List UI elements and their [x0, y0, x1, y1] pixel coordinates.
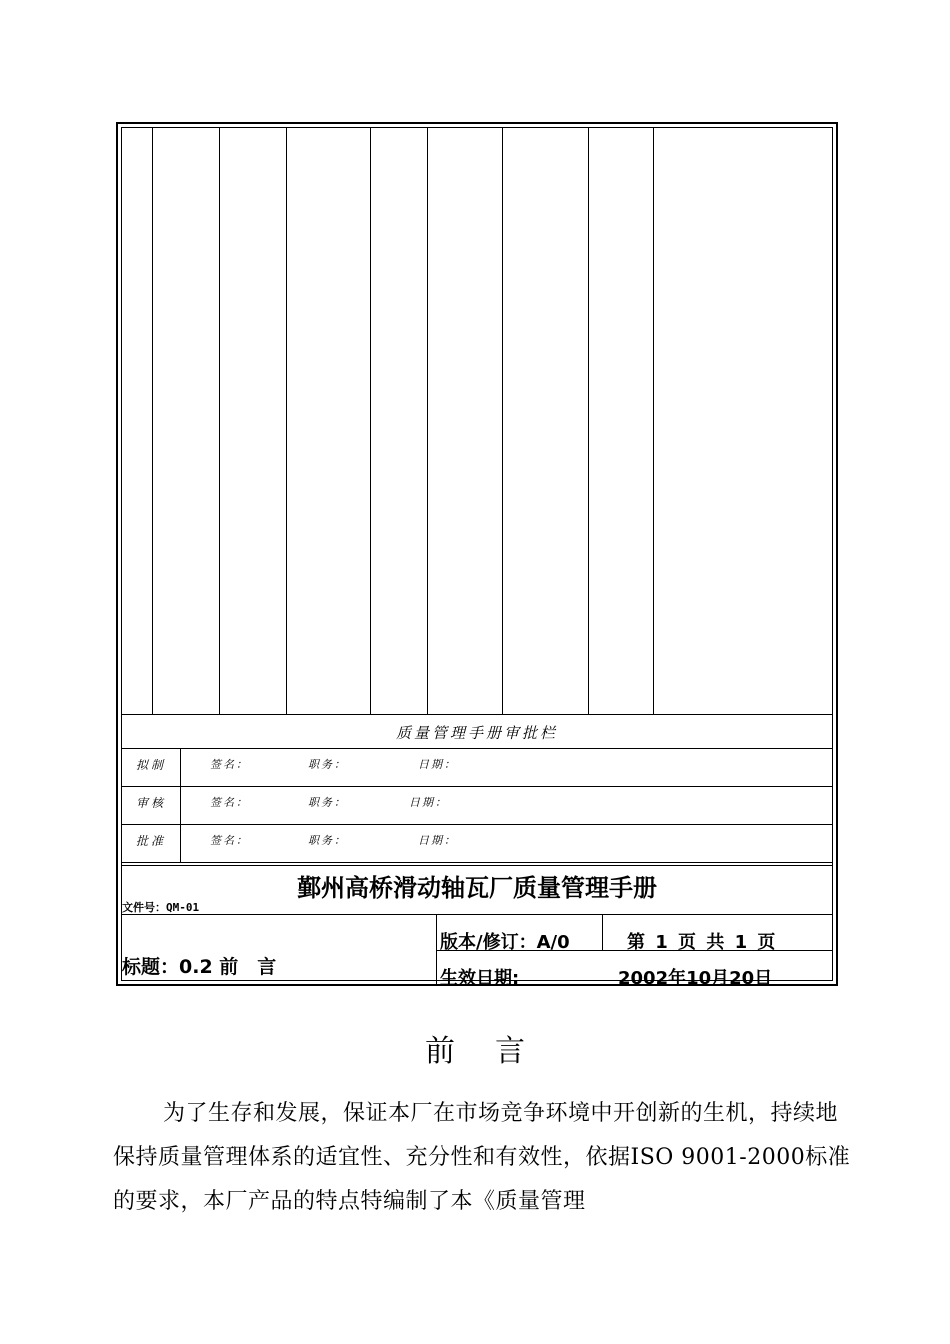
row-divider — [122, 914, 832, 915]
sign-label: 签名： — [210, 796, 249, 809]
column-divider — [219, 128, 220, 714]
position-label: 职务： — [308, 796, 347, 809]
column-divider — [286, 128, 287, 714]
column-divider — [588, 128, 589, 714]
column-divider — [602, 914, 603, 950]
approval-row-label: 审核 — [135, 796, 166, 810]
sign-label: 签名： — [210, 834, 249, 847]
date-label: 日期： — [418, 834, 457, 847]
row-separator — [180, 748, 181, 786]
company-title: 鄞州高桥滑动轴瓦厂质量管理手册 — [297, 874, 657, 902]
approval-row-label: 批准 — [135, 834, 166, 848]
page-info: 第 1 页 共 1 页 — [627, 932, 778, 953]
row-divider — [122, 824, 832, 825]
date-label: 日期： — [409, 796, 448, 809]
body-paragraph: 为了生存和发展，保证本厂在市场竞争环境中开创新的生机，持续地保持质量管理体系的适宜性、充分性和有效性，依据ISO 9001-2000标准的要求，本厂产品的特点特编制了本《质量管理 — [113, 1101, 851, 1214]
column-divider — [152, 128, 153, 714]
approval-title: 质量管理手册审批栏 — [395, 724, 558, 742]
approval-row-label: 拟制 — [135, 758, 166, 772]
row-separator — [180, 824, 181, 862]
row-divider — [122, 786, 832, 787]
sign-label: 签名： — [210, 758, 249, 771]
column-divider — [427, 128, 428, 714]
row-divider — [122, 714, 832, 715]
column-divider — [502, 128, 503, 714]
double-rule — [122, 862, 832, 863]
effective-date: 2002年10月20日 — [618, 968, 773, 989]
row-separator — [180, 786, 181, 824]
position-label: 职务： — [308, 834, 347, 847]
row-divider — [122, 748, 832, 749]
document-subject: 标题：0.2 前 言 — [122, 956, 277, 978]
effective-date-label: 生效日期: — [440, 968, 520, 989]
document-header-table — [116, 122, 838, 989]
section-heading: 前言 — [425, 1034, 565, 1069]
column-divider — [370, 128, 371, 714]
double-rule — [122, 865, 832, 866]
inner-frame — [121, 127, 833, 989]
position-label: 职务： — [308, 758, 347, 771]
version-label: 版本/修订：A/0 — [440, 932, 570, 953]
document-number: 文件号：QM-01 — [122, 901, 200, 914]
date-label: 日期： — [418, 758, 457, 771]
column-divider — [653, 128, 654, 714]
